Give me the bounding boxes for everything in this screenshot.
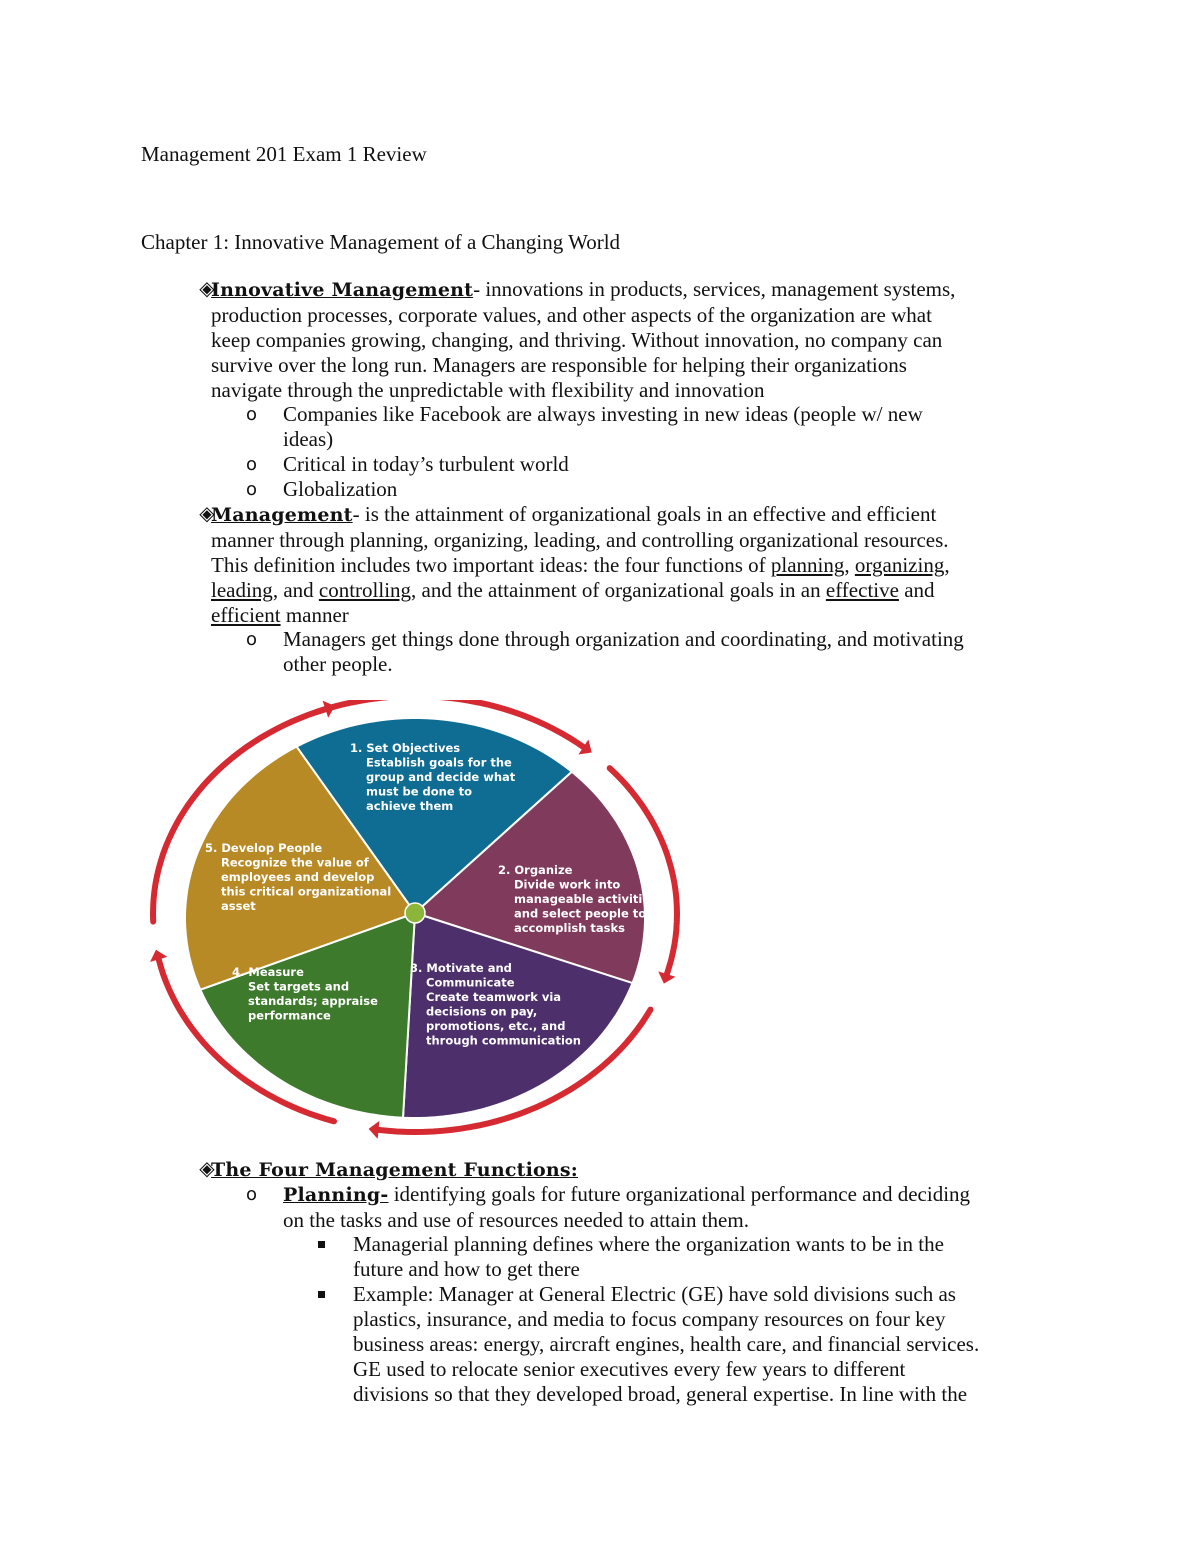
text-line: Managerial planning defines where the organization wants to be in the [353, 1232, 944, 1256]
innovative-management-term: Innovative Management [211, 279, 474, 301]
pie-label-text: employees and develop [221, 870, 375, 884]
document-title: Management 201 Exam 1 Review [141, 142, 427, 166]
management-process-diagram [140, 700, 700, 1140]
text-line: business areas: energy, aircraft engines, health care, and financial services. [353, 1332, 980, 1356]
circle-bullet-icon: o [246, 454, 258, 475]
diamond-bullet-icon: ◈ [199, 1158, 215, 1180]
innovative-management-paragraph [211, 277, 1071, 403]
pie-label-text: 5. Develop People [205, 841, 323, 855]
planning-term: Planning- [283, 1184, 389, 1206]
center-dot-icon [405, 903, 425, 923]
list-item [283, 627, 1073, 677]
list-item: Globalization [283, 477, 398, 501]
text-line: future and how to get there [353, 1257, 580, 1281]
organizing-keyword: organizing [854, 553, 945, 577]
pie-label-text: Set targets and [248, 979, 350, 994]
pie-label-text: group and decide what [366, 770, 516, 784]
list-item: Critical in today’s turbulent world [283, 452, 569, 476]
pie-label-text: Divide work into [514, 877, 621, 892]
arrowhead-icon [369, 1121, 380, 1139]
and-text: , and [272, 578, 319, 602]
pie-label-text: decisions on pay, [426, 1004, 538, 1019]
leading-keyword: leading [211, 578, 273, 602]
text-line: manner [280, 603, 349, 627]
pie-label-text: standards; appraise [248, 994, 378, 1008]
pie-label-text: asset [221, 899, 256, 913]
circle-bullet-icon: o [246, 629, 258, 650]
pie-label-text: 2. Organize [498, 863, 573, 877]
four-functions-heading-row [211, 1157, 1071, 1183]
pie-label-text: accomplish tasks [514, 921, 626, 935]
text-line: other people. [283, 652, 393, 676]
text-line: GE used to relocate senior executives every few years to different [353, 1357, 906, 1381]
diamond-bullet-icon: ◈ [199, 503, 215, 525]
text-line: Companies like Facebook are always investing in new ideas (people w/ new [283, 402, 923, 426]
text-line: survive over the long run. Managers are responsible for helping their organizations [211, 353, 907, 377]
text-line: - is the attainment of organizational goals in an effective and efficient [352, 502, 937, 526]
text-line: Example: Manager at General Electric (GE) have sold divisions such as [353, 1282, 956, 1306]
text-line: , and the attainment of organizational goals in an [411, 578, 826, 602]
pie-label-text: Establish goals for the [366, 755, 512, 770]
and-text: and [898, 578, 935, 602]
comma-text: , [844, 553, 855, 577]
text-line: - innovations in products, services, management systems, [473, 277, 956, 301]
pie-label-text: achieve them [366, 799, 454, 813]
pie-label-text: and select people to [514, 906, 647, 921]
pie-label-text: 1. Set Objectives [350, 741, 461, 755]
four-functions-heading: The Four Management Functions: [211, 1159, 578, 1181]
pie-label-text: 3. Motivate and [410, 961, 512, 975]
circle-bullet-icon: o [246, 479, 258, 500]
text-line: production processes, corporate values, and other aspects of the organization are what [211, 303, 932, 327]
pie-label-text: promotions, etc., and [426, 1019, 566, 1033]
planning-definition [283, 1182, 1073, 1233]
text-line: Managers get things done through organization and coordinating, and motivating [283, 627, 964, 651]
efficient-keyword: efficient [211, 603, 281, 627]
pie-label-text: performance [248, 1008, 331, 1023]
pie-label-text: must be done to [366, 784, 473, 799]
management-paragraph [211, 502, 1071, 628]
effective-keyword: effective [825, 578, 899, 602]
pie-label-text: 4. Measure [232, 965, 304, 979]
pie-label-text: this critical organizational [221, 884, 392, 899]
text-line: identifying goals for future organizational performance and deciding [388, 1182, 971, 1206]
pie-label-text: Recognize the value of [221, 855, 369, 870]
list-item [353, 1232, 1073, 1282]
management-term: Management [211, 504, 353, 526]
square-bullet-icon [316, 1282, 330, 1307]
circle-bullet-icon: o [246, 1184, 258, 1205]
planning-keyword: planning [770, 553, 845, 577]
chapter-heading: Chapter 1: Innovative Management of a Changing World [141, 230, 621, 254]
list-item [283, 402, 1073, 452]
text-line: navigate through the unpredictable with flexibility and innovation [211, 378, 765, 402]
text-line: plastics, insurance, and media to focus company resources on four key [353, 1307, 946, 1331]
circle-bullet-icon: o [246, 404, 258, 425]
pie-label-text: through communication [426, 1033, 581, 1048]
controlling-keyword: controlling [318, 578, 412, 602]
text-line: keep companies growing, changing, and thriving. Without innovation, no company can [211, 328, 943, 352]
text-line: divisions so that they developed broad, general expertise. In line with the [353, 1382, 968, 1406]
comma-text: , [944, 553, 950, 577]
square-bullet-icon [316, 1232, 330, 1257]
text-line: manner through planning, organizing, leading, and controlling organizational resources. [211, 528, 949, 552]
text-line: on the tasks and use of resources needed to attain them. [283, 1208, 749, 1232]
pie-label-text: Create teamwork via [426, 990, 562, 1004]
pie-label-text: Communicate [426, 975, 515, 990]
diamond-bullet-icon: ◈ [199, 278, 215, 300]
list-item [353, 1282, 1073, 1407]
pie-label-text: manageable activities [514, 892, 657, 906]
text-line: This definition includes two important ideas: the four functions of [211, 553, 771, 577]
text-line: ideas) [283, 427, 334, 451]
